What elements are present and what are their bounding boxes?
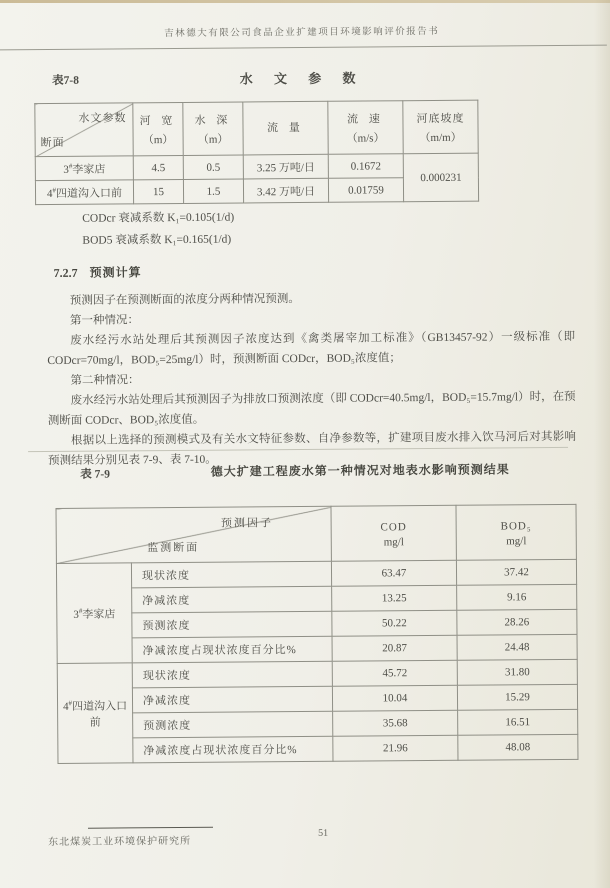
diagonal-top-label: 预测因子: [220, 517, 274, 530]
diagonal-header-cell: [35, 103, 133, 157]
bod-value: 48.08: [458, 734, 578, 760]
indicator-label: 预测浓度: [133, 711, 333, 738]
paragraph: 废水经污水站处理后其预测因子浓度达到《禽类屠宰加工标准》（GB13457-92）一级标准（即 CODcr=70mg/l，BOD₅=25mg/l）时，预测断面 CODcr，BOD₅浓度值；: [47, 330, 576, 368]
diagonal-bottom-label: 断面: [40, 136, 65, 150]
bod-value: 28.26: [457, 609, 577, 635]
column-header-cod: COD mg/l: [331, 505, 456, 561]
bod-value: 16.51: [458, 709, 578, 735]
number-mark: #: [68, 698, 73, 707]
cod-value: 63.47: [331, 560, 456, 586]
column-header-water-depth: 水 深 （m）: [183, 102, 243, 155]
indicator-label: 净减浓度占现状浓度百分比%: [133, 736, 333, 763]
diagonal-bottom-label: 监测断面: [147, 541, 200, 555]
header-rule: [0, 45, 607, 51]
indicator-label: 预测浓度: [132, 611, 332, 638]
codcr-decay-note: CODcr 衰减系数 K₁=0.105(1/d): [82, 211, 235, 225]
diagonal-header-cell: [56, 506, 331, 563]
cod-value: 35.68: [333, 710, 458, 736]
section-name-cell: 4#四道沟入口前: [35, 180, 133, 205]
indicator-label: 现状浓度: [131, 561, 331, 588]
column-header-bed-slope: 河底坡度 （m/m）: [403, 100, 478, 154]
table-cell: 4.5: [133, 155, 183, 179]
indicator-label: 净减浓度: [132, 586, 332, 613]
number-mark: #: [52, 185, 57, 194]
paragraph: 第一种情况：: [69, 314, 140, 327]
paragraph: 第二种情况：: [70, 374, 140, 387]
column-header-bod5: BOD₅ mg/l: [456, 504, 576, 560]
column-header-river-width: 河 宽 （m）: [133, 102, 183, 155]
footer-rule-stub: [88, 827, 213, 829]
paragraph: 预测因子在预测断面的浓度分两种情况预测。: [69, 293, 300, 307]
table-cell: 0.5: [183, 155, 243, 179]
table-7-8-label: 表7-8: [52, 74, 80, 87]
table-row: [35, 153, 478, 180]
bod5-decay-note: BOD5 衰减系数 K₁=0.165(1/d): [82, 233, 232, 247]
cod-value: 13.25: [332, 585, 457, 611]
paragraph: 废水经污水站处理后其预测因子为排放口预测浓度（即 CODcr=40.5mg/l，BOD₅=15.7mg/l）时，在预测断面 CODcr、BOD₅浓度值。: [47, 390, 576, 428]
slope-merged-cell: 0.000231: [403, 153, 478, 202]
bod-value: 15.29: [457, 684, 577, 710]
section-heading: [54, 263, 142, 281]
number-mark: #: [68, 161, 73, 170]
paragraph: 根据以上选择的预测模式及有关水文特征参数、自净参数等，扩建项目废水排入饮马河后对其影响预测结果分别见表 7-9、表 7-10。: [48, 430, 576, 468]
indicator-label: 现状浓度: [132, 661, 332, 688]
cod-value: 20.87: [332, 635, 457, 661]
table-cell: 15: [133, 179, 183, 203]
section-name-cell: 3#李家店: [56, 563, 132, 664]
hydro-params-table: [34, 100, 479, 205]
column-header-velocity: 流 速 （m/s）: [328, 101, 403, 155]
table-cell: 3.42 万吨/日: [243, 178, 328, 203]
table-cell: 1.5: [183, 179, 243, 203]
page-number: 51: [318, 827, 329, 839]
table-cell: 0.1672: [328, 154, 403, 179]
section-name-cell: 3#李家店: [35, 156, 133, 181]
report-header-title: 吉林德大有限公司食品企业扩建项目环境影响评价报告书: [164, 26, 440, 40]
indicator-label: 净减浓度: [132, 686, 332, 713]
section-title: 预测计算: [89, 265, 142, 280]
impact-prediction-table: [55, 504, 578, 764]
number-mark: #: [78, 606, 83, 615]
bod-value: 9.16: [457, 584, 577, 610]
column-header-flow: 流 量: [243, 101, 328, 155]
cod-value: 50.22: [332, 610, 457, 636]
table-7-9-title: 德大扩建工程废水第一种情况对地表水影响预测结果: [210, 462, 510, 479]
table-cell: 0.01759: [328, 178, 403, 203]
bod-value: 31.80: [457, 659, 577, 685]
bod-value: 24.48: [457, 634, 577, 660]
cod-value: 10.04: [332, 685, 457, 711]
indicator-label: 净减浓度占现状浓度百分比%: [132, 636, 332, 663]
section-number: 7.2.7: [53, 265, 78, 280]
table-7-8-title: 水 文 参 数: [239, 70, 365, 87]
table-cell: 3.25 万吨/日: [243, 154, 328, 179]
table-row: [58, 734, 578, 763]
cod-value: 45.72: [332, 660, 457, 686]
footer-organization: 东北煤炭工业环境保护研究所: [48, 835, 192, 849]
table-7-9-label: 表 7-9: [80, 468, 110, 481]
decay-coefficient-notes: [82, 207, 234, 252]
diagonal-top-label: 水文参数: [78, 112, 127, 125]
section-name-cell: 4#四道沟入口前: [57, 663, 133, 764]
bod-value: 37.42: [456, 559, 576, 585]
body-paragraphs: [47, 287, 576, 471]
cod-value: 21.96: [333, 735, 458, 761]
